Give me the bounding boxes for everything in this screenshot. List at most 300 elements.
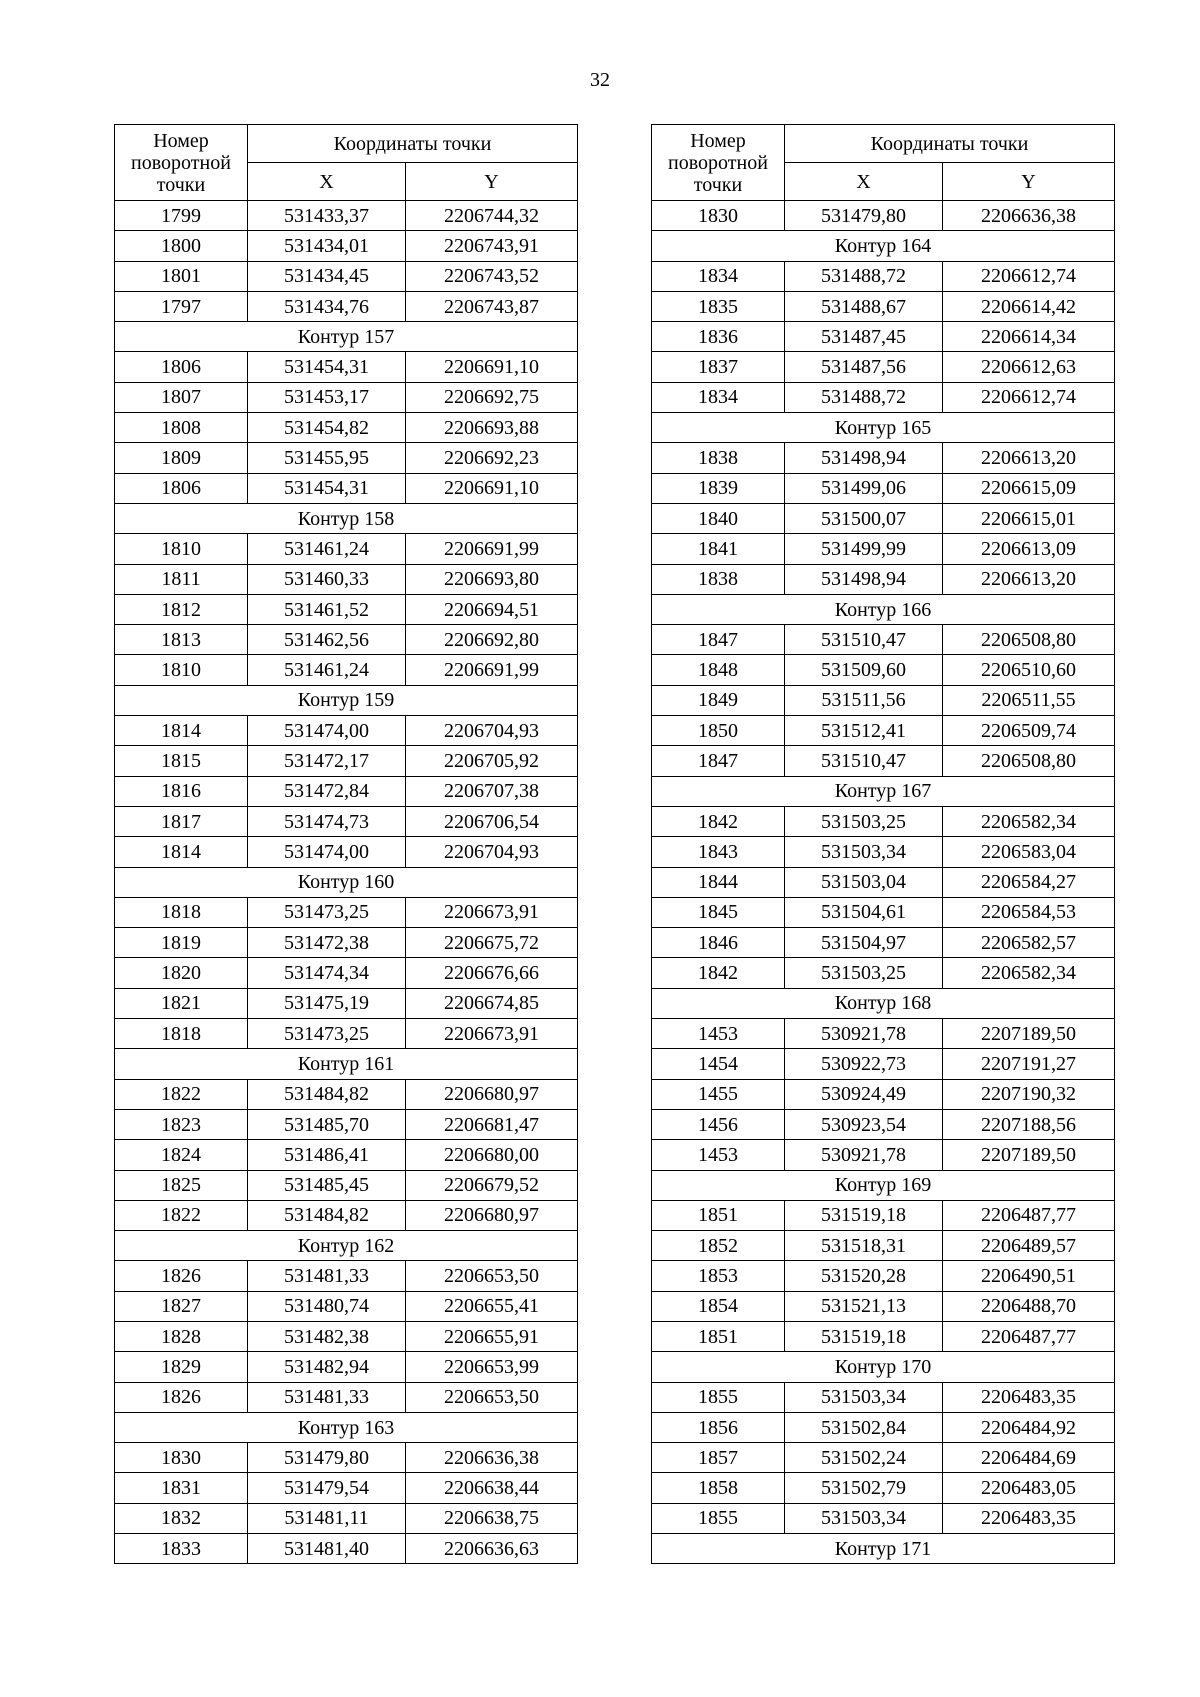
table-row: [652, 746, 1115, 776]
point-number-cell: 1810: [115, 655, 248, 685]
y-coordinate-cell: 2206583,04: [943, 837, 1115, 867]
contour-label: Контур 162: [115, 1231, 578, 1261]
table-row: [115, 897, 578, 927]
x-coordinate-cell: 531499,99: [785, 534, 943, 564]
left-table-body: [115, 201, 578, 1564]
y-coordinate-cell: 2206511,55: [943, 685, 1115, 715]
x-coordinate-cell: 531512,41: [785, 716, 943, 746]
x-coordinate-cell: 531484,82: [248, 1200, 406, 1230]
point-number-cell: 1850: [652, 716, 785, 746]
y-coordinate-cell: 2206636,63: [406, 1534, 578, 1564]
coordinates-header: Координаты точки: [248, 125, 578, 163]
x-coordinate-cell: 531502,79: [785, 1473, 943, 1503]
x-coordinate-cell: 530921,78: [785, 1140, 943, 1170]
y-coordinate-cell: 2206483,05: [943, 1473, 1115, 1503]
point-number-cell: 1842: [652, 958, 785, 988]
x-coordinate-cell: 531480,74: [248, 1291, 406, 1321]
y-coordinate-cell: 2206691,99: [406, 534, 578, 564]
table-row: [115, 1534, 578, 1564]
table-row: [652, 685, 1115, 715]
x-coordinate-cell: 531484,82: [248, 1079, 406, 1109]
y-coordinate-cell: 2206673,91: [406, 897, 578, 927]
y-coordinate-cell: 2206743,52: [406, 261, 578, 291]
point-number-cell: 1821: [115, 988, 248, 1018]
table-row: [652, 1231, 1115, 1261]
y-coordinate-cell: 2206680,97: [406, 1079, 578, 1109]
y-coordinate-cell: 2206636,38: [406, 1443, 578, 1473]
point-number-cell: 1453: [652, 1019, 785, 1049]
table-row: [652, 806, 1115, 836]
x-coordinate-cell: 531479,80: [785, 201, 943, 231]
table-row: [652, 1261, 1115, 1291]
x-coordinate-cell: 531504,97: [785, 928, 943, 958]
y-coordinate-cell: 2206705,92: [406, 746, 578, 776]
point-number-cell: 1797: [115, 291, 248, 321]
x-coordinate-cell: 531519,18: [785, 1321, 943, 1351]
page-number: 32: [590, 69, 610, 91]
y-coordinate-cell: 2206704,93: [406, 837, 578, 867]
point-number-cell: 1814: [115, 837, 248, 867]
point-number-cell: 1815: [115, 746, 248, 776]
x-coordinate-cell: 531454,31: [248, 352, 406, 382]
x-coordinate-cell: 531485,45: [248, 1170, 406, 1200]
point-number-cell: 1855: [652, 1503, 785, 1533]
table-row: [115, 928, 578, 958]
y-coordinate-cell: 2206706,54: [406, 806, 578, 836]
table-row: [115, 382, 578, 412]
y-coordinate-cell: 2206483,35: [943, 1382, 1115, 1412]
contour-row: [652, 1352, 1115, 1382]
y-coordinate-cell: 2206638,75: [406, 1503, 578, 1533]
x-coordinate-cell: 531510,47: [785, 746, 943, 776]
point-number-cell: 1818: [115, 1019, 248, 1049]
x-coordinate-cell: 531499,06: [785, 473, 943, 503]
contour-row: [115, 1412, 578, 1442]
point-number-cell: 1829: [115, 1352, 248, 1382]
x-coordinate-cell: 531509,60: [785, 655, 943, 685]
table-row: [115, 231, 578, 261]
table-row: [652, 291, 1115, 321]
table-row: [115, 534, 578, 564]
y-coordinate-cell: 2206488,70: [943, 1291, 1115, 1321]
x-coordinate-cell: 531460,33: [248, 564, 406, 594]
contour-label: Контур 159: [115, 685, 578, 715]
x-coordinate-cell: 531473,25: [248, 897, 406, 927]
y-coordinate-cell: 2207190,32: [943, 1079, 1115, 1109]
point-number-cell: 1837: [652, 352, 785, 382]
y-coordinate-cell: 2206704,93: [406, 716, 578, 746]
x-coordinate-cell: 531488,72: [785, 261, 943, 291]
x-coordinate-cell: 531461,24: [248, 655, 406, 685]
point-number-cell: 1813: [115, 625, 248, 655]
x-coordinate-cell: 531518,31: [785, 1231, 943, 1261]
contour-label: Контур 160: [115, 867, 578, 897]
x-coordinate-cell: 531521,13: [785, 1291, 943, 1321]
point-number-cell: 1857: [652, 1443, 785, 1473]
point-number-cell: 1826: [115, 1261, 248, 1291]
x-coordinate-cell: 531474,00: [248, 716, 406, 746]
point-number-cell: 1851: [652, 1321, 785, 1351]
x-coordinate-cell: 531434,01: [248, 231, 406, 261]
point-number-cell: 1856: [652, 1412, 785, 1442]
y-coordinate-cell: 2206694,51: [406, 594, 578, 624]
point-number-cell: 1799: [115, 201, 248, 231]
point-number-cell: 1854: [652, 1291, 785, 1321]
point-number-cell: 1455: [652, 1079, 785, 1109]
y-coordinate-cell: 2206489,57: [943, 1231, 1115, 1261]
table-row: [115, 625, 578, 655]
point-number-cell: 1830: [115, 1443, 248, 1473]
table-row: [115, 1079, 578, 1109]
x-coordinate-cell: 531482,94: [248, 1352, 406, 1382]
point-number-header: Номер поворотной точки: [115, 125, 248, 201]
point-number-cell: 1844: [652, 867, 785, 897]
point-number-cell: 1843: [652, 837, 785, 867]
table-row: [115, 1473, 578, 1503]
x-coordinate-cell: 531461,24: [248, 534, 406, 564]
contour-row: [652, 1534, 1115, 1564]
x-coordinate-cell: 531472,84: [248, 776, 406, 806]
x-coordinate-cell: 531479,54: [248, 1473, 406, 1503]
x-coordinate-cell: 531481,33: [248, 1382, 406, 1412]
table-row: [652, 1049, 1115, 1079]
contour-label: Контур 163: [115, 1412, 578, 1442]
y-coordinate-cell: 2206679,52: [406, 1170, 578, 1200]
contour-label: Контур 158: [115, 503, 578, 533]
point-number-cell: 1847: [652, 746, 785, 776]
contour-row: [115, 867, 578, 897]
table-row: [115, 1019, 578, 1049]
coordinates-table-right: [651, 124, 1115, 1564]
x-coordinate-cell: 531503,34: [785, 1382, 943, 1412]
x-coordinate-cell: 531510,47: [785, 625, 943, 655]
x-coordinate-cell: 531479,80: [248, 1443, 406, 1473]
y-coordinate-cell: 2206483,35: [943, 1503, 1115, 1533]
y-coordinate-cell: 2206582,34: [943, 958, 1115, 988]
x-coordinate-cell: 531488,72: [785, 382, 943, 412]
point-number-cell: 1838: [652, 443, 785, 473]
point-number-cell: 1827: [115, 1291, 248, 1321]
point-number-cell: 1832: [115, 1503, 248, 1533]
y-coordinate-cell: 2206693,80: [406, 564, 578, 594]
table-row: [115, 1291, 578, 1321]
y-coordinate-cell: 2206676,66: [406, 958, 578, 988]
y-coordinate-cell: 2206743,91: [406, 231, 578, 261]
coordinates-table-left: [114, 124, 578, 1564]
point-number-cell: 1851: [652, 1200, 785, 1230]
contour-row: [652, 594, 1115, 624]
table-row: [652, 1200, 1115, 1230]
contour-row: [652, 776, 1115, 806]
contour-row: [652, 413, 1115, 443]
y-coordinate-cell: 2206612,74: [943, 261, 1115, 291]
table-row: [115, 1200, 578, 1230]
point-number-cell: 1818: [115, 897, 248, 927]
table-row: [652, 655, 1115, 685]
table-row: [652, 1503, 1115, 1533]
table-row: [652, 322, 1115, 352]
table-row: [115, 1321, 578, 1351]
point-number-cell: 1834: [652, 261, 785, 291]
table-row: [115, 1352, 578, 1382]
point-number-cell: 1823: [115, 1109, 248, 1139]
x-coordinate-cell: 531455,95: [248, 443, 406, 473]
contour-label: Контур 164: [652, 231, 1115, 261]
x-coordinate-cell: 531503,25: [785, 958, 943, 988]
point-number-cell: 1842: [652, 806, 785, 836]
x-coordinate-cell: 531473,25: [248, 1019, 406, 1049]
y-coordinate-cell: 2206744,32: [406, 201, 578, 231]
table-row: [115, 655, 578, 685]
contour-label: Контур 157: [115, 322, 578, 352]
point-number-cell: 1825: [115, 1170, 248, 1200]
y-coordinate-cell: 2207188,56: [943, 1109, 1115, 1139]
table-row: [115, 988, 578, 1018]
table-row: [115, 1109, 578, 1139]
table-row: [652, 1019, 1115, 1049]
x-coordinate-cell: 531502,84: [785, 1412, 943, 1442]
x-coordinate-cell: 531503,25: [785, 806, 943, 836]
table-row: [652, 503, 1115, 533]
x-coordinate-cell: 530922,73: [785, 1049, 943, 1079]
y-coordinate-cell: 2206508,80: [943, 746, 1115, 776]
y-coordinate-cell: 2206509,74: [943, 716, 1115, 746]
point-number-cell: 1810: [115, 534, 248, 564]
x-coordinate-cell: 531498,94: [785, 564, 943, 594]
y-coordinate-cell: 2206484,69: [943, 1443, 1115, 1473]
y-coordinate-cell: 2206681,47: [406, 1109, 578, 1139]
table-row: [115, 837, 578, 867]
point-number-cell: 1841: [652, 534, 785, 564]
y-coordinate-cell: 2206653,99: [406, 1352, 578, 1382]
point-number-header: Номер поворотной точки: [652, 125, 785, 201]
point-number-cell: 1848: [652, 655, 785, 685]
contour-label: Контур 161: [115, 1049, 578, 1079]
table-row: [652, 1321, 1115, 1351]
point-number-cell: 1834: [652, 382, 785, 412]
y-coordinate-cell: 2206673,91: [406, 1019, 578, 1049]
table-row: [652, 716, 1115, 746]
table-row: [652, 1382, 1115, 1412]
x-coordinate-cell: 531503,04: [785, 867, 943, 897]
table-row: [652, 1473, 1115, 1503]
point-number-cell: 1838: [652, 564, 785, 594]
y-coordinate-cell: 2206636,38: [943, 201, 1115, 231]
x-coordinate-cell: 531519,18: [785, 1200, 943, 1230]
y-coordinate-cell: 2206692,23: [406, 443, 578, 473]
contour-label: Контур 171: [652, 1534, 1115, 1564]
y-coordinate-cell: 2206487,77: [943, 1321, 1115, 1351]
x-coordinate-cell: 531472,17: [248, 746, 406, 776]
coordinates-header: Координаты точки: [785, 125, 1115, 163]
contour-row: [115, 1049, 578, 1079]
table-row: [115, 594, 578, 624]
point-number-cell: 1822: [115, 1079, 248, 1109]
x-coordinate-cell: 531498,94: [785, 443, 943, 473]
point-number-cell: 1826: [115, 1382, 248, 1412]
x-coordinate-cell: 531487,56: [785, 352, 943, 382]
y-coordinate-cell: 2206487,77: [943, 1200, 1115, 1230]
y-coordinate-cell: 2206680,00: [406, 1140, 578, 1170]
x-coordinate-cell: 531453,17: [248, 382, 406, 412]
point-number-cell: 1846: [652, 928, 785, 958]
table-row: [652, 1140, 1115, 1170]
y-coordinate-cell: 2206655,91: [406, 1321, 578, 1351]
point-number-cell: 1833: [115, 1534, 248, 1564]
y-coordinate-cell: 2206613,20: [943, 443, 1115, 473]
table-row: [652, 928, 1115, 958]
x-coordinate-cell: 531434,45: [248, 261, 406, 291]
contour-row: [115, 503, 578, 533]
y-coordinate-cell: 2206675,72: [406, 928, 578, 958]
contour-row: [652, 231, 1115, 261]
point-number-cell: 1849: [652, 685, 785, 715]
contour-label: Контур 167: [652, 776, 1115, 806]
point-number-cell: 1828: [115, 1321, 248, 1351]
y-coordinate-cell: 2206612,63: [943, 352, 1115, 382]
y-header: Y: [943, 163, 1115, 201]
y-coordinate-cell: 2206655,41: [406, 1291, 578, 1321]
y-coordinate-cell: 2206674,85: [406, 988, 578, 1018]
y-coordinate-cell: 2206615,01: [943, 503, 1115, 533]
point-number-cell: 1830: [652, 201, 785, 231]
x-coordinate-cell: 531474,00: [248, 837, 406, 867]
table-row: [115, 564, 578, 594]
y-coordinate-cell: 2206638,44: [406, 1473, 578, 1503]
point-number-cell: 1819: [115, 928, 248, 958]
point-number-cell: 1809: [115, 443, 248, 473]
point-number-cell: 1853: [652, 1261, 785, 1291]
y-coordinate-cell: 2206582,57: [943, 928, 1115, 958]
y-coordinate-cell: 2206584,27: [943, 867, 1115, 897]
point-number-cell: 1831: [115, 1473, 248, 1503]
y-coordinate-cell: 2206653,50: [406, 1261, 578, 1291]
table-row: [115, 1140, 578, 1170]
point-number-cell: 1839: [652, 473, 785, 503]
y-coordinate-cell: 2206691,10: [406, 352, 578, 382]
point-number-cell: 1456: [652, 1109, 785, 1139]
y-coordinate-cell: 2206510,60: [943, 655, 1115, 685]
contour-label: Контур 170: [652, 1352, 1115, 1382]
x-coordinate-cell: 531486,41: [248, 1140, 406, 1170]
point-number-cell: 1454: [652, 1049, 785, 1079]
x-coordinate-cell: 531520,28: [785, 1261, 943, 1291]
table-row: [115, 352, 578, 382]
table-row: [115, 413, 578, 443]
table-row: [652, 837, 1115, 867]
point-number-cell: 1840: [652, 503, 785, 533]
table-row: [115, 1170, 578, 1200]
point-number-cell: 1817: [115, 806, 248, 836]
table-row: [652, 1109, 1115, 1139]
point-number-cell: 1824: [115, 1140, 248, 1170]
table-row: [115, 473, 578, 503]
point-number-cell: 1801: [115, 261, 248, 291]
table-row: [652, 625, 1115, 655]
table-row: [115, 806, 578, 836]
y-coordinate-cell: 2206653,50: [406, 1382, 578, 1412]
y-coordinate-cell: 2206693,88: [406, 413, 578, 443]
right-table-body: [652, 201, 1115, 1564]
x-coordinate-cell: 531454,31: [248, 473, 406, 503]
point-number-cell: 1453: [652, 1140, 785, 1170]
x-coordinate-cell: 530921,78: [785, 1019, 943, 1049]
y-coordinate-cell: 2206692,75: [406, 382, 578, 412]
point-number-cell: 1836: [652, 322, 785, 352]
x-coordinate-cell: 531472,38: [248, 928, 406, 958]
x-coordinate-cell: 531462,56: [248, 625, 406, 655]
table-row: [652, 897, 1115, 927]
y-coordinate-cell: 2206612,74: [943, 382, 1115, 412]
point-number-cell: 1807: [115, 382, 248, 412]
table-row: [652, 382, 1115, 412]
y-coordinate-cell: 2207191,27: [943, 1049, 1115, 1079]
y-coordinate-cell: 2206743,87: [406, 291, 578, 321]
x-coordinate-cell: 531434,76: [248, 291, 406, 321]
table-row: [652, 1443, 1115, 1473]
contour-label: Контур 166: [652, 594, 1115, 624]
table-row: [115, 716, 578, 746]
point-number-cell: 1814: [115, 716, 248, 746]
contour-label: Контур 168: [652, 988, 1115, 1018]
table-row: [652, 564, 1115, 594]
point-number-cell: 1800: [115, 231, 248, 261]
x-header: X: [785, 163, 943, 201]
x-coordinate-cell: 531503,34: [785, 1503, 943, 1533]
x-coordinate-cell: 531487,45: [785, 322, 943, 352]
table-row: [115, 291, 578, 321]
point-number-cell: 1806: [115, 352, 248, 382]
contour-row: [652, 1170, 1115, 1200]
x-coordinate-cell: 531461,52: [248, 594, 406, 624]
point-number-cell: 1858: [652, 1473, 785, 1503]
point-number-cell: 1812: [115, 594, 248, 624]
table-row: [652, 1412, 1115, 1442]
table-row: [652, 1291, 1115, 1321]
point-number-cell: 1811: [115, 564, 248, 594]
contour-row: [115, 322, 578, 352]
y-coordinate-cell: 2207189,50: [943, 1140, 1115, 1170]
table-row: [115, 1503, 578, 1533]
y-coordinate-cell: 2206582,34: [943, 806, 1115, 836]
x-coordinate-cell: 531474,34: [248, 958, 406, 988]
table-row: [115, 1382, 578, 1412]
x-coordinate-cell: 531433,37: [248, 201, 406, 231]
table-row: [652, 867, 1115, 897]
x-coordinate-cell: 531503,34: [785, 837, 943, 867]
point-number-cell: 1820: [115, 958, 248, 988]
table-row: [115, 1443, 578, 1473]
table-row: [652, 443, 1115, 473]
table-row: [115, 201, 578, 231]
y-coordinate-cell: 2206691,10: [406, 473, 578, 503]
point-number-cell: 1808: [115, 413, 248, 443]
contour-label: Контур 165: [652, 413, 1115, 443]
point-number-cell: 1852: [652, 1231, 785, 1261]
x-coordinate-cell: 531502,24: [785, 1443, 943, 1473]
point-number-cell: 1822: [115, 1200, 248, 1230]
table-row: [652, 352, 1115, 382]
table-row: [115, 1261, 578, 1291]
y-coordinate-cell: 2206614,42: [943, 291, 1115, 321]
x-coordinate-cell: 531504,61: [785, 897, 943, 927]
y-coordinate-cell: 2206680,97: [406, 1200, 578, 1230]
x-coordinate-cell: 531511,56: [785, 685, 943, 715]
x-coordinate-cell: 531474,73: [248, 806, 406, 836]
y-coordinate-cell: 2206691,99: [406, 655, 578, 685]
x-coordinate-cell: 531481,33: [248, 1261, 406, 1291]
x-coordinate-cell: 531500,07: [785, 503, 943, 533]
